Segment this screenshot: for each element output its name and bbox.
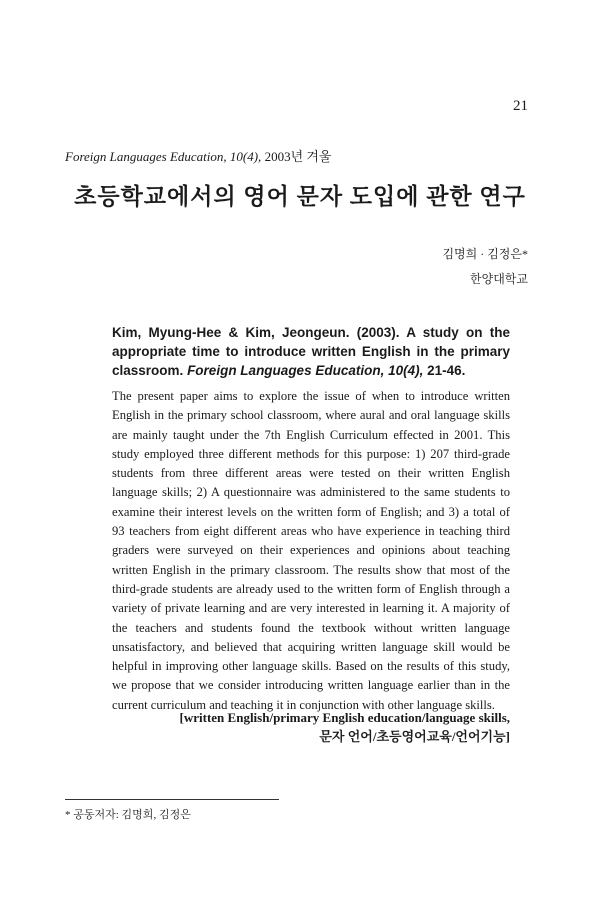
affiliation: 한양대학교 [470,272,528,286]
footnote: * 공동저자: 김명희, 김정은 [65,809,191,821]
citation-journal: Foreign Languages Education, 10(4), [187,363,424,378]
keywords-korean: 문자 언어/초등영어교육/언어기능] [319,729,510,744]
citation [112,323,510,380]
keywords [180,708,510,746]
citation-pages: 21-46. [427,363,466,378]
journal-header [65,146,332,165]
footnote-divider [65,799,279,800]
authors: 김명희 · 김정은* [442,247,528,261]
paper-title: 초등학교에서의 영어 문자 도입에 관한 연구 [74,184,526,209]
journal-name: Foreign Languages Education, 10(4), [65,149,262,164]
abstract: The present paper aims to explore the issue of when to introduce written English in the primary school classroom, where aural and oral language skills are mainly taught under the 7th English Curriculum effected in 2001. This study employed three different methods for this purpose: 1) 207 third-grade students from three different areas were tested on their written English language skills; 2) A questionnaire was administered to the same students to examine their interest levels on the written form of English; and 3) a total of 93 teachers from eight different areas who have experience in teaching third graders were surveyed on their experiences and opinions about teaching written English in the primary classroom. The results show that most of the third-grade students are already used to the written form of English through a variety of private learning and are very interested in learning it. A majority of the teachers and students found the textbook without written language unsatisfactory, and believed that acquiring written language skill would be helpful in improving other language skills. Based on the results of this study, we propose that we consider introducing written language earlier than in the current curriculum and teaching it in conjunction with other language skills. [112,389,510,712]
journal-date: 2003년 겨울 [264,149,332,164]
keywords-english: [written English/primary English education/language skills, [179,710,510,725]
citation-text: Kim, Myung-Hee & Kim, Jeongeun. (2003). A study on the appropriate time to introduce written English in the primary classroom. [112,325,510,378]
page-number: 21 [513,98,528,114]
